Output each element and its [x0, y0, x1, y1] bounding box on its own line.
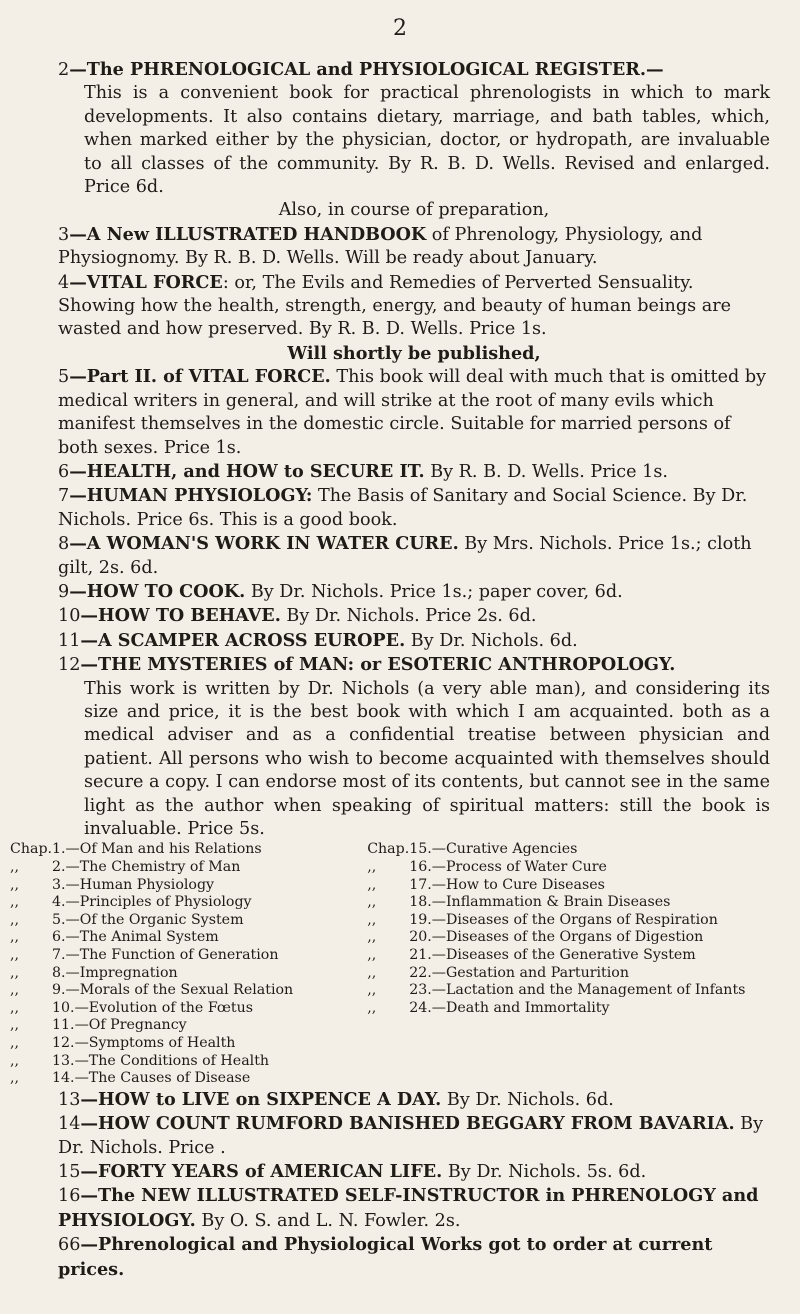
chapter-title [52, 1070, 367, 1088]
chapter-row [367, 912, 770, 930]
chapter-number: 24. [409, 999, 432, 1016]
entry-title: —HEALTH, and HOW to SECURE IT. [69, 460, 425, 482]
chapter-text: —Inflammation & Brain Diseases [431, 894, 671, 911]
chapter-text: —Of Man and his Relations [65, 841, 262, 858]
entry-number: 6 [58, 461, 70, 482]
chapter-number: 11. [52, 1017, 75, 1034]
chapter-title [52, 841, 367, 859]
chapter-row [367, 894, 770, 912]
chapter-row [10, 1017, 367, 1035]
chapter-prefix: ,, [10, 982, 20, 999]
entry-body: of Phrenology, Physiology, and Physiognomy. By R. B. D. Wells. Will be ready about January. [58, 224, 703, 269]
chapter-title [52, 1035, 367, 1053]
chapter-row [367, 965, 770, 983]
chapter-text: —Morals of the Sexual Relation [65, 982, 294, 999]
chapter-prefix: ,, [10, 1070, 20, 1087]
entry-title: —HUMAN PHYSIOLOGY: [69, 485, 313, 507]
chapter-prefix: ,, [10, 946, 20, 963]
chapter-text: —Symptoms of Health [74, 1034, 236, 1051]
chapter-row [10, 912, 367, 930]
chapter-list [10, 841, 770, 1087]
chapter-text: —Diseases of the Organs of Digestion [431, 929, 704, 946]
chapter-row [367, 1000, 770, 1018]
chapter-title [52, 929, 367, 947]
chapter-text: —The Chemistry of Man [65, 859, 241, 875]
chapter-title [409, 877, 770, 895]
chapter-title [409, 929, 770, 947]
entry-6 [58, 460, 770, 484]
chapter-title [409, 1000, 770, 1018]
chapter-prefix: ,, [367, 964, 377, 981]
entry-10 [58, 604, 770, 628]
chapter-prefix: ,, [367, 999, 377, 1016]
page-number: 2 [393, 16, 407, 41]
chapter-title [409, 982, 770, 1000]
entry-title: —A WOMAN'S WORK IN WATER CURE. [69, 533, 459, 555]
chapter-title [409, 947, 770, 965]
chapter-row [367, 929, 770, 947]
entry-body: By Dr. Nichols. 6d. [405, 630, 578, 651]
entry-body: By Dr. Nichols. 5s. 6d. [442, 1161, 647, 1182]
chapter-row [367, 859, 770, 877]
entry-number: 9 [58, 581, 70, 602]
entry-66 [58, 1233, 770, 1282]
entry-number: 5 [58, 367, 70, 388]
chapter-number: 10. [52, 999, 75, 1016]
chapter-text: —Death and Immortality [431, 999, 610, 1016]
entry-2 [58, 58, 770, 82]
chapter-title [409, 894, 770, 912]
entry-body: : or, The Evils and Remedies of Perverted Sensuality. Showing how the health, strength, energy, and beauty of human beings are wasted and how preserved. By R. B. D. Wells. Price 1s. [58, 272, 732, 340]
chapter-prefix: ,, [10, 894, 20, 911]
chapter-title [409, 912, 770, 930]
entry-title: —The PHRENOLOGICAL and PHYSIOLOGICAL REGISTER.— [69, 59, 664, 80]
chapter-number: 14. [52, 1070, 75, 1087]
chapter-prefix: ,, [10, 1017, 20, 1034]
chapter-prefix: ,, [10, 1034, 20, 1051]
chapter-number: 12. [52, 1034, 75, 1051]
chapter-row [10, 877, 367, 895]
entry-number: 4 [58, 272, 70, 293]
entry-number: 11 [58, 630, 81, 651]
entry-title: —HOW TO BEHAVE. [80, 605, 281, 627]
chapter-text: —Of Pregnancy [74, 1017, 187, 1034]
entry-body: This book will deal with much that is omitted by medical writers in general, and will strike at the root of many evils which manifest themselves in the domestic circle. Suitable for married persons of both sexes. Price 1s. [58, 367, 767, 458]
entry-3 [58, 223, 770, 271]
entry-number: 13 [58, 1089, 81, 1110]
chapter-column-left [10, 841, 367, 1087]
chapter-row [10, 1070, 367, 1088]
chapter-prefix: ,, [10, 929, 20, 946]
chapter-row [10, 929, 367, 947]
entry-title: —The NEW ILLUSTRATED SELF-INSTRUCTOR in PHRENOLOGY and PHYSIOLOGY. [58, 1185, 759, 1231]
entry-number: 7 [58, 486, 70, 507]
chapter-title [52, 982, 367, 1000]
chapter-title [52, 1017, 367, 1035]
chapter-row [10, 841, 367, 859]
chapter-text: —Diseases of the Generative System [431, 946, 696, 963]
entry-title: —VITAL FORCE [69, 271, 223, 293]
entry-body: By O. S. and L. N. Fowler. 2s. [195, 1210, 461, 1231]
chapter-row [10, 965, 367, 983]
entry-number: 2 [58, 60, 70, 80]
chapter-text: —Impregnation [65, 964, 178, 981]
chapter-title [52, 965, 367, 983]
entry-number: 66 [58, 1235, 81, 1256]
chapter-title [409, 841, 770, 859]
chapter-text: —The Causes of Disease [74, 1070, 251, 1087]
entry-8 [58, 532, 770, 580]
chapter-row [10, 1035, 367, 1053]
chapter-title [52, 947, 367, 965]
entry-body: By Mrs. Nichols. Price 1s.; cloth gilt, 2s. 6d. [58, 534, 752, 578]
chapter-title [52, 1053, 367, 1071]
entry-title: —A New ILLUSTRATED HANDBOOK [69, 223, 427, 245]
section-note: Will shortly be published, [287, 342, 541, 364]
entry-number: 12 [58, 655, 81, 676]
entry-12 [58, 653, 770, 677]
entry-title: —Phrenological and Physiological Works got to order at current prices. [58, 1234, 713, 1280]
chapter-prefix: ,, [10, 999, 20, 1016]
chapter-row [10, 1000, 367, 1018]
chapter-prefix: ,, [10, 876, 20, 893]
entry-body: This work is written by Dr. Nichols (a very able man), and considering its size and price, it is the best book with which I am acquainted. both as a medical adviser and as a confidential treatise between physician and patient. All persons who wish to become acquainted with themselves should secure a copy. I can endorse most of its contents, but cannot see in the same light as the author when speaking of spiritual matters: still the book is invaluable. Price 5s. [84, 678, 770, 839]
chapter-row [367, 841, 770, 859]
entry-9 [58, 580, 770, 604]
chapter-prefix: ,, [10, 911, 20, 928]
chapter-prefix: ,, [367, 894, 377, 911]
chapter-text: —Diseases of the Organs of Respiration [431, 911, 718, 928]
chapter-prefix: ,, [10, 964, 20, 981]
chapter-row [367, 947, 770, 965]
entry-title: —HOW TO COOK. [69, 580, 246, 602]
chapter-prefix: Chap. [10, 841, 53, 858]
chapter-text: —The Animal System [65, 929, 219, 946]
chapter-title [52, 859, 367, 877]
chapter-number: 9. [52, 982, 66, 999]
chapter-number: 21. [409, 946, 432, 963]
entry-body: By Dr. Nichols. Price 1s.; paper cover, 6d. [245, 581, 623, 602]
chapter-number: 15. [409, 841, 432, 858]
chapter-prefix: ,, [367, 876, 377, 893]
entry-body: The Basis of Sanitary and Social Science. By Dr. Nichols. Price 6s. This is a good book. [58, 486, 748, 530]
entry-title: —FORTY YEARS of AMERICAN LIFE. [80, 1160, 443, 1182]
chapter-number: 2. [52, 859, 66, 875]
chapter-number: 6. [52, 929, 66, 946]
chapter-number: 17. [409, 876, 432, 893]
chapter-title [52, 877, 367, 895]
entry-11 [58, 629, 770, 653]
entry-16 [58, 1184, 770, 1233]
entry-body: This is a convenient book for practical phrenologists in which to mark developments. It also contains dietary, marriage, and bath tables, which, when marked either by the physician, doctor, or hydropath, are invaluable to all classes of the community. By R. B. D. Wells. Revised and enlarged. Price 6d. [84, 83, 770, 198]
chapter-prefix: ,, [367, 859, 377, 875]
entry-body: By Dr. Nichols. Price . [58, 1114, 764, 1158]
entry-number: 15 [58, 1161, 81, 1182]
chapter-number: 5. [52, 911, 66, 928]
entry-title: —HOW COUNT RUMFORD BANISHED BEGGARY FROM BAVARIA. [80, 1113, 735, 1135]
chapter-column-right [367, 841, 770, 1087]
chapter-row [367, 982, 770, 1000]
chapter-prefix: ,, [367, 946, 377, 963]
chapter-number: 20. [409, 929, 432, 946]
chapter-number: 8. [52, 964, 66, 981]
chapter-text: —Gestation and Parturition [431, 964, 629, 981]
entry-5 [58, 365, 770, 460]
entry-15 [58, 1160, 770, 1184]
chapter-text: —The Function of Generation [65, 946, 279, 963]
chapter-text: —Of the Organic System [65, 911, 244, 928]
chapter-row [367, 877, 770, 895]
chapter-prefix: ,, [10, 859, 20, 875]
entry-7 [58, 484, 770, 532]
entry-body: By Dr. Nichols. 6d. [441, 1089, 614, 1110]
catalogue-list [10, 58, 770, 1282]
entry-number: 14 [58, 1114, 81, 1135]
chapter-row [10, 1053, 367, 1071]
chapter-number: 23. [409, 982, 432, 999]
chapter-prefix: ,, [367, 982, 377, 999]
chapter-text: —Evolution of the Fœtus [74, 999, 254, 1016]
chapter-row [10, 947, 367, 965]
chapter-title [409, 965, 770, 983]
chapter-number: 1. [52, 841, 66, 858]
chapter-title [52, 1000, 367, 1018]
entry-4 [58, 271, 770, 342]
chapter-text: —Curative Agencies [431, 841, 578, 858]
chapter-title [409, 859, 770, 877]
chapter-text: —Lactation and the Management of Infants [431, 982, 746, 999]
chapter-prefix: ,, [367, 929, 377, 946]
section-note: Also, in course of preparation, [278, 200, 550, 221]
chapter-number: 3. [52, 876, 66, 893]
entry-number: 8 [58, 534, 70, 555]
entry-number: 3 [58, 224, 70, 245]
chapter-row [10, 894, 367, 912]
entry-body: By R. B. D. Wells. Price 1s. [424, 461, 668, 482]
chapter-prefix: Chap. [367, 841, 410, 858]
chapter-number: 22. [409, 964, 432, 981]
chapter-prefix: ,, [10, 1052, 20, 1069]
chapter-text: —Process of Water Cure [431, 859, 607, 875]
entry-title: —THE MYSTERIES of MAN: or ESOTERIC ANTHROPOLOGY. [80, 654, 676, 676]
chapter-title [52, 912, 367, 930]
entry-number: 16 [58, 1186, 81, 1207]
chapter-row [10, 982, 367, 1000]
entry-body: By Dr. Nichols. Price 2s. 6d. [280, 606, 537, 627]
chapter-text: —How to Cure Diseases [431, 876, 605, 893]
chapter-text: —Human Physiology [65, 876, 215, 893]
entry-title: —HOW to LIVE on SIXPENCE A DAY. [80, 1088, 442, 1110]
entry-13 [58, 1088, 770, 1112]
chapter-row [10, 859, 367, 877]
chapter-text: —Principles of Physiology [65, 894, 252, 911]
entry-title: —Part II. of VITAL FORCE. [69, 366, 331, 388]
entry-14 [58, 1112, 770, 1160]
chapter-number: 18. [409, 894, 432, 911]
entry-number: 10 [58, 606, 81, 627]
entry-title: —A SCAMPER ACROSS EUROPE. [80, 629, 406, 651]
chapter-number: 13. [52, 1052, 75, 1069]
chapter-number: 7. [52, 946, 66, 963]
chapter-prefix: ,, [367, 911, 377, 928]
chapter-number: 16. [409, 859, 432, 875]
chapter-number: 4. [52, 894, 66, 911]
chapter-text: —The Conditions of Health [74, 1052, 270, 1069]
chapter-number: 19. [409, 911, 432, 928]
chapter-title [52, 894, 367, 912]
